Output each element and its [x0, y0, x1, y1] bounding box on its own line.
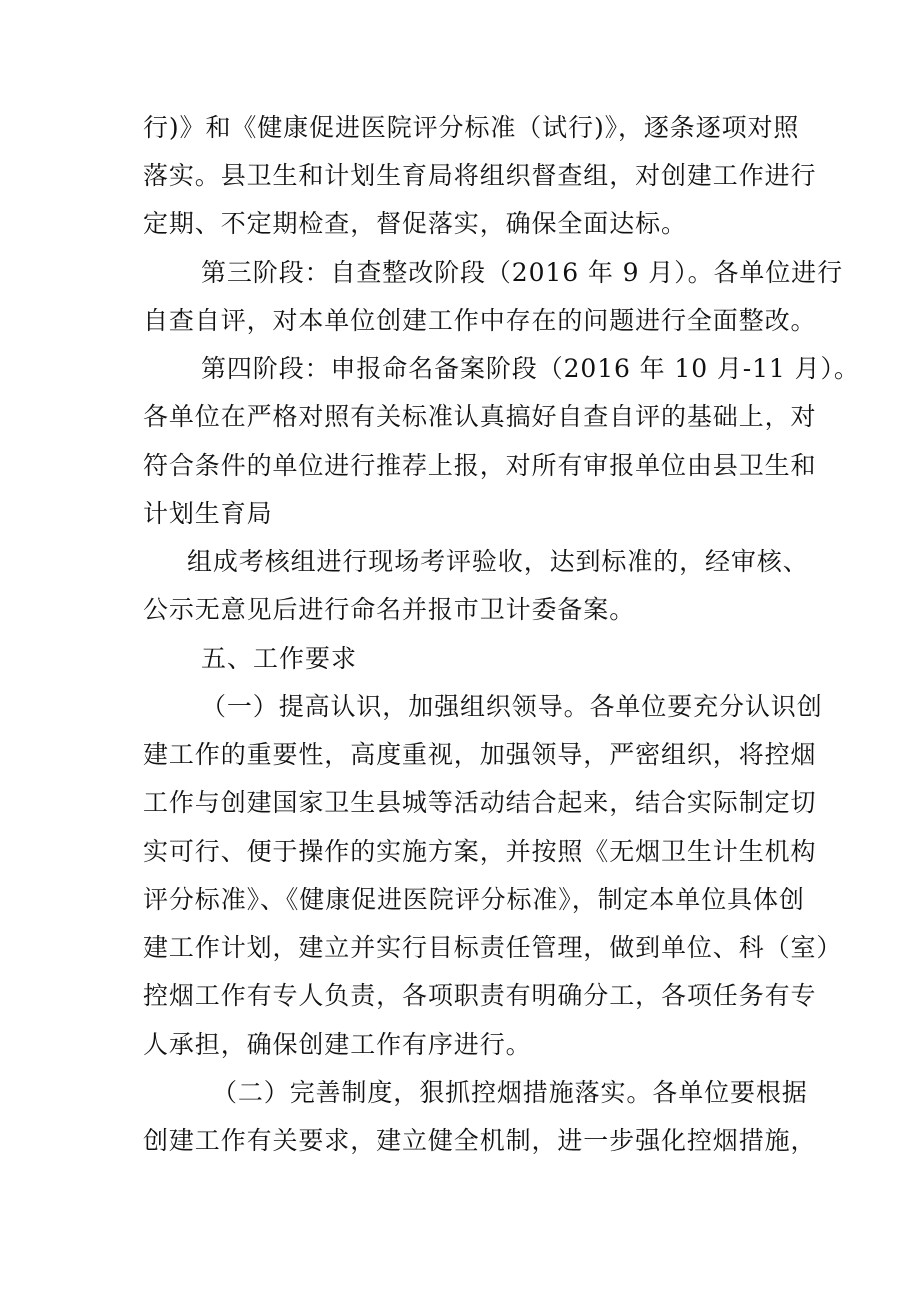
body-text-line: 定期、不定期检查，督促落实，确保全面达标。 [143, 209, 687, 238]
body-text-line: 人承担，确保创建工作有序进行。 [143, 1030, 532, 1059]
body-text-line: 建工作计划，建立并实行目标责任管理，做到单位、科（室） [143, 933, 843, 962]
body-text-line: 各单位在严格对照有关标准认真搞好自查自评的基础上，对 [143, 402, 817, 431]
body-text-line: 建工作的重要性，高度重视，加强领导，严密组织，将控烟 [143, 740, 817, 769]
body-text-line: 第三阶段：自查整改阶段（2016 年 9 月）。各单位进行 [201, 258, 843, 287]
body-text-line: （二）完善制度，狠抓控烟措施落实。各单位要根据 [212, 1078, 808, 1107]
body-text-line: 组成考核组进行现场考评验收，达到标准的，经审核、 [187, 547, 809, 576]
body-text-line: （一）提高认识，加强组织领导。各单位要充分认识创 [201, 692, 823, 721]
body-text-line: 创建工作有关要求，建立健全机制，进一步强化控烟措施， [143, 1126, 817, 1155]
body-text-line: 第四阶段：申报命名备案阶段（2016 年 10 月-11 月）。 [201, 354, 860, 383]
body-text-line: 工作与创建国家卫生县城等活动结合起来，结合实际制定切 [143, 788, 817, 817]
body-text-line: 评分标准》、《健康促进医院评分标准》，制定本单位具体创 [143, 885, 805, 914]
body-text-line: 实可行、便于操作的实施方案，并按照《无烟卫生计生机构 [143, 837, 817, 866]
body-text-line: 落实。县卫生和计划生育局将组织督查组，对创建工作进行 [143, 161, 817, 190]
body-text-line: 公示无意见后进行命名并报市卫计委备案。 [143, 595, 636, 624]
section-heading: 五、工作要求 [201, 644, 358, 673]
body-text-line: 计划生育局 [143, 499, 273, 528]
body-text-line: 自查自评，对本单位创建工作中存在的问题进行全面整改。 [143, 306, 817, 335]
body-text-line: 行)》和《健康促进医院评分标准（试行)》，逐条逐项对照 [143, 113, 800, 142]
body-text-line: 符合条件的单位进行推荐上报，对所有审报单位由县卫生和 [143, 451, 817, 480]
body-text-line: 控烟工作有专人负责，各项职责有明确分工，各项任务有专 [143, 981, 817, 1010]
